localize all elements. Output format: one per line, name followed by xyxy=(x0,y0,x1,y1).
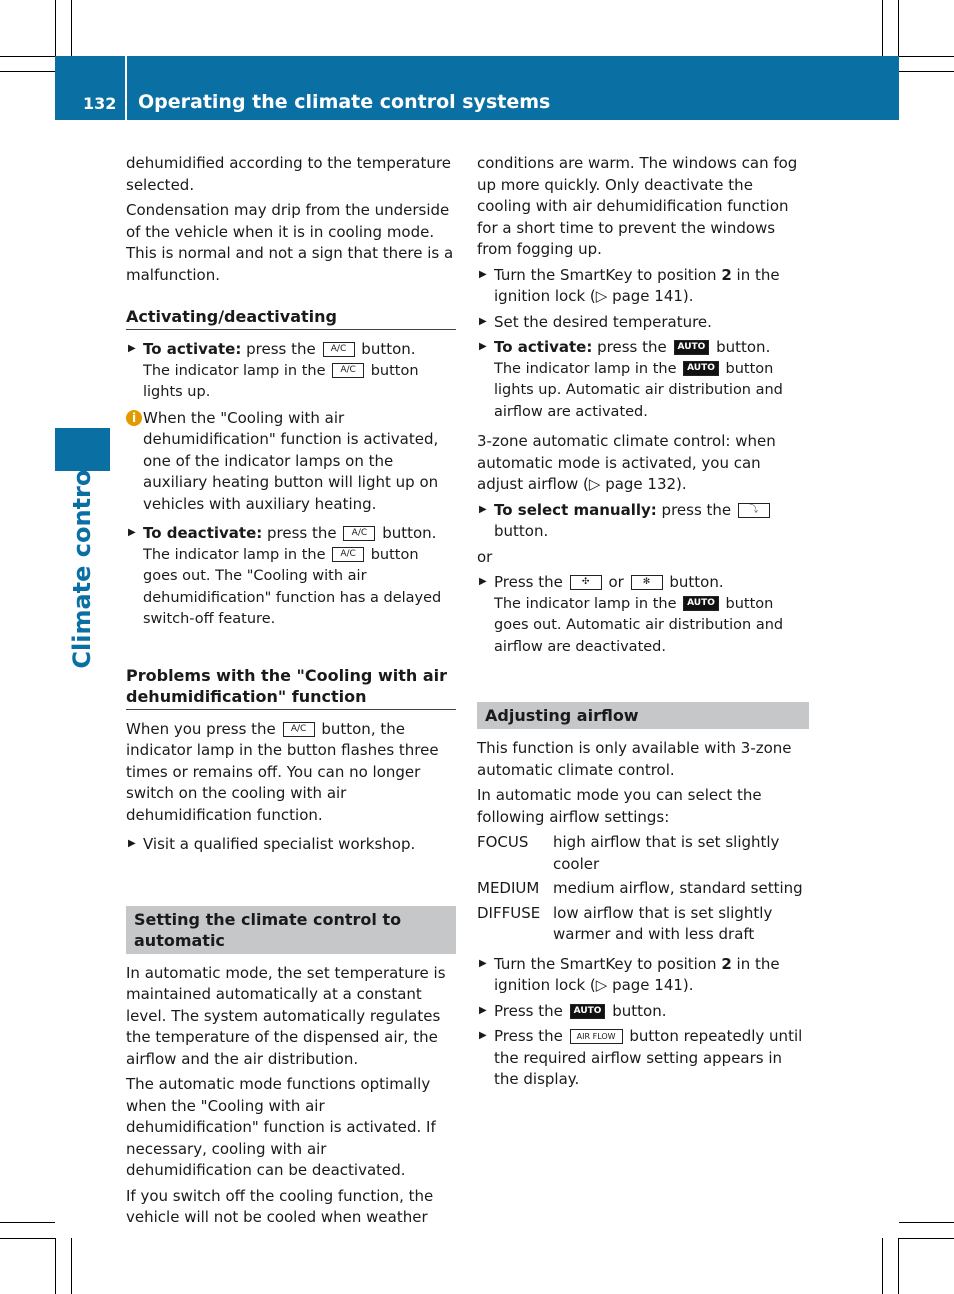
fan-down-button-icon: ✻ xyxy=(631,575,663,590)
crop-mark xyxy=(899,56,954,57)
side-section-label: Climate control xyxy=(68,461,96,669)
info-note: i When the "Cooling with air dehumidification" function is activated, one of the indicator lamps on the auxiliary heating button will light up on vehicles with auxiliary heating. xyxy=(126,408,456,516)
page-number: 132 xyxy=(83,94,117,113)
step-arrow-icon: ▶ xyxy=(479,503,487,515)
crop-mark xyxy=(0,1238,55,1239)
crop-mark xyxy=(55,0,56,56)
auto-button-icon: AUTO xyxy=(674,340,710,355)
step-arrow-icon: ▶ xyxy=(128,527,136,538)
crop-mark xyxy=(898,1238,899,1294)
page-header xyxy=(55,56,899,120)
paragraph-or: or xyxy=(477,547,493,566)
step-temperature: ▶ Set the desired temperature. xyxy=(479,312,712,331)
step-smartkey-2: ▶ Turn the SmartKey to position 2 in the ignition lock (▷ page 141). xyxy=(479,954,780,994)
crop-mark xyxy=(882,0,883,56)
step-activate: ▶ To activate: press the A/C button. The indicator lamp in the A/C button lights up. xyxy=(128,340,419,400)
ac-button-icon: A/C xyxy=(283,722,315,737)
crop-mark xyxy=(882,1238,883,1294)
paragraph: When you press the A/C button, the indicator lamp in the button flashes three times or remains off. You can no longer switch on the cooling with air dehumidification function. xyxy=(126,719,439,824)
subheading-activating: Activating/deactivating xyxy=(126,306,456,330)
ac-button-icon: A/C xyxy=(332,547,364,562)
definition-row: MEDIUM medium airflow, standard setting xyxy=(477,879,803,897)
step-deactivate: ▶ To deactivate: press the A/C button. The indicator lamp in the A/C button goes out. The "Cooling with air dehumidification" function has a delayed switch-off feature. xyxy=(128,524,442,627)
crop-mark xyxy=(0,71,55,72)
ac-button-icon: A/C xyxy=(343,526,375,541)
info-icon: i xyxy=(126,410,142,426)
header-divider xyxy=(125,56,127,120)
step-arrow-icon: ▶ xyxy=(479,268,487,280)
paragraph: In automatic mode you can select the following airflow settings: xyxy=(477,786,762,826)
crop-mark xyxy=(0,56,55,57)
paragraph: Condensation may drip from the underside of the vehicle when it is in cooling mode. This is normal and not a sign that there is a malfunction. xyxy=(126,201,454,284)
step-smartkey: ▶ Turn the SmartKey to position 2 in the ignition lock (▷ page 141). xyxy=(479,265,780,305)
auto-button-icon: AUTO xyxy=(570,1004,606,1019)
section-heading-automatic: Setting the climate control to automatic xyxy=(126,906,456,954)
paragraph: 3-zone automatic climate control: when automatic mode is activated, you can adjust airflow (▷ page 132). xyxy=(477,432,776,493)
page-title: Operating the climate control systems xyxy=(138,91,551,113)
section-heading-airflow: Adjusting airflow xyxy=(477,702,809,729)
step-arrow-icon: ▶ xyxy=(128,838,136,849)
step-activate-auto: ▶ To activate: press the AUTO button. The indicator lamp in the AUTO button lights up. Automatic air distribution and airflow are activated. xyxy=(479,338,783,420)
crop-mark xyxy=(71,1238,72,1294)
paragraph: dehumidified according to the temperature selected. xyxy=(126,154,451,194)
step-fan-buttons: ▶ Press the ✣ or ✻ button. The indicator lamp in the AUTO button goes out. Automatic air distribution and airflow are deactivated. xyxy=(479,573,784,655)
crop-mark xyxy=(71,0,72,56)
airflow-button-icon: AIR FLOW xyxy=(570,1029,623,1044)
step-press-airflow: ▶ Press the AIR FLOW button repeatedly until the required airflow setting appears in the display. xyxy=(479,1027,803,1088)
step-arrow-icon: ▶ xyxy=(479,341,487,352)
step-select-manually: ▶ To select manually: press the ⤵ button. xyxy=(477,500,809,543)
airflow-settings-list xyxy=(477,832,809,946)
auto-button-icon: AUTO xyxy=(683,361,719,376)
paragraph: This function is only available with 3-zone automatic climate control. xyxy=(477,739,792,779)
auto-button-icon: AUTO xyxy=(683,596,719,611)
subheading-problems: Problems with the "Cooling with air dehumidification" function xyxy=(126,665,456,710)
crop-mark xyxy=(899,1238,954,1239)
paragraph: In automatic mode, the set temperature is maintained automatically at a constant level. The system automatically regulates the temperature of the dispensed air, the airflow and the air distribution. xyxy=(126,963,446,1068)
step-arrow-icon: ▶ xyxy=(479,957,487,969)
paragraph: The automatic mode functions optimally when the "Cooling with air dehumidification" function is activated. If necessary, cooling with air dehumidification can be deactivated. xyxy=(126,1075,436,1179)
ac-button-icon: A/C xyxy=(323,342,355,357)
air-distribution-button-icon: ⤵ xyxy=(738,503,770,518)
step-arrow-icon: ▶ xyxy=(479,315,487,327)
crop-mark xyxy=(899,1222,954,1223)
step-workshop: ▶ Visit a qualified specialist workshop. xyxy=(128,835,416,853)
definition-row: FOCUS high airflow that is set slightly cooler xyxy=(477,833,780,873)
paragraph: conditions are warm. The windows can fog up more quickly. Only deactivate the cooling with air dehumidification function for a short time to prevent the windows from fogging up. xyxy=(477,154,798,258)
step-arrow-icon: ▶ xyxy=(479,576,487,587)
step-arrow-icon: ▶ xyxy=(479,1030,487,1041)
crop-mark xyxy=(899,71,954,72)
definition-row: DIFFUSE low airflow that is set slightly warmer and with less draft xyxy=(477,903,773,943)
paragraph: If you switch off the cooling function, the vehicle will not be cooled when weather xyxy=(126,1186,434,1226)
ac-button-icon: A/C xyxy=(332,363,364,378)
step-arrow-icon: ▶ xyxy=(128,343,136,354)
step-arrow-icon: ▶ xyxy=(479,1004,487,1016)
fan-up-button-icon: ✣ xyxy=(570,575,602,590)
step-press-auto: ▶ Press the AUTO button. xyxy=(479,1001,667,1020)
right-column xyxy=(477,153,809,1095)
crop-mark xyxy=(0,1222,55,1223)
left-column xyxy=(126,153,456,1233)
crop-mark xyxy=(898,0,899,56)
crop-mark xyxy=(55,1238,56,1294)
